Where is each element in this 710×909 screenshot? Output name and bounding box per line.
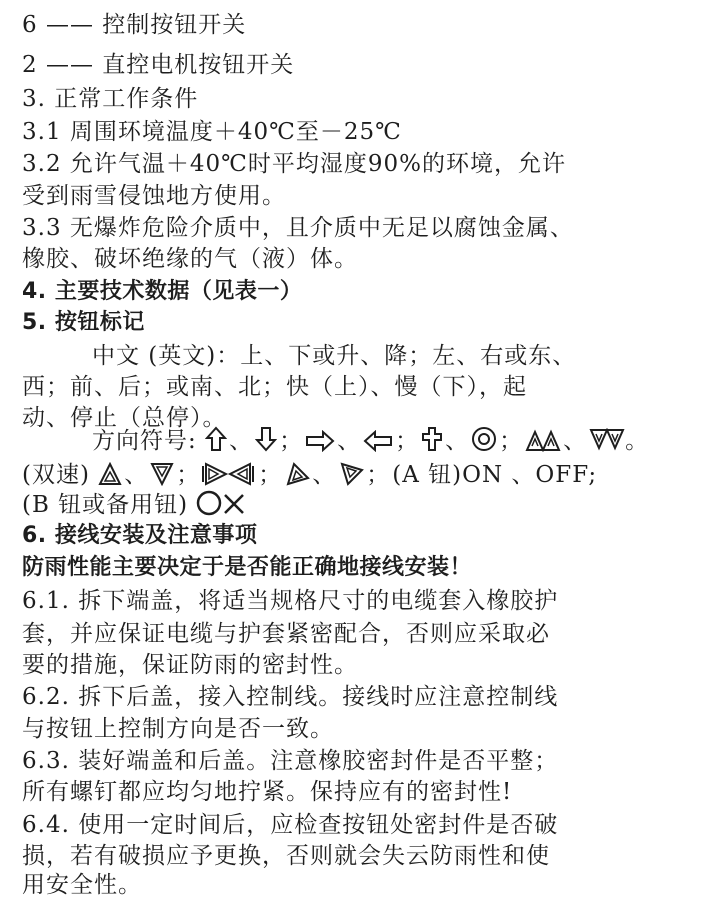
- separator: ；: [176, 462, 201, 488]
- triangle-right-icon: [202, 462, 228, 486]
- text-line: 用安全性。: [22, 872, 142, 898]
- text-line: 与按钮上控制方向是否一致。: [22, 716, 334, 742]
- separator: ；: [258, 462, 283, 488]
- separator: 、: [229, 428, 254, 454]
- cross-icon: [421, 426, 443, 452]
- text-line: 中文 (英文)：上、下或升、降；左、右或东、: [92, 343, 577, 369]
- text-line: 橡胶、破坏绝缘的气（液）体。: [22, 246, 358, 272]
- text-line: 3.3 无爆炸危险介质中，且介质中无足以腐蚀金属、: [22, 215, 574, 241]
- b-button-label: (B 钮或备用钮): [22, 492, 189, 518]
- arrow-down-icon: [255, 426, 277, 452]
- dual-speed-label: (双速): [22, 462, 90, 488]
- separator: 、: [312, 462, 337, 488]
- triangle-up-icon: [98, 462, 122, 486]
- heading-4: 4. 主要技术数据（见表一）: [22, 279, 303, 304]
- separator: ；: [499, 428, 524, 454]
- circle-icon: [196, 490, 222, 516]
- period: 。: [625, 428, 650, 454]
- separator: ；: [366, 462, 391, 488]
- heading-3: 3. 正常工作条件: [22, 86, 199, 112]
- direction-symbols-line: [92, 426, 649, 456]
- warning-text: 防雨性能主要决定于是否能正确地接线安装！: [22, 555, 473, 580]
- x-mark-icon: [222, 492, 246, 516]
- arrow-right-icon: [305, 430, 335, 452]
- b-button-line: [22, 490, 246, 520]
- triangle-down-icon: [150, 462, 174, 486]
- heading-5: 5. 按钮标记: [22, 310, 145, 335]
- section-6-title: 6. 接线安装及注意事项: [22, 523, 258, 548]
- separator: ；: [279, 428, 304, 454]
- triangle-left-icon: [228, 462, 256, 486]
- double-peak-down-icon: [589, 428, 625, 452]
- separator: 、: [445, 428, 470, 454]
- text-line: 6.1. 拆下端盖，将适当规格尺寸的电缆套入橡胶护: [22, 588, 559, 614]
- separator: 、: [124, 462, 149, 488]
- arrow-left-icon: [363, 430, 393, 452]
- text-line: 套，并应保证电缆与护套紧密配合，否则应采取必: [22, 621, 550, 647]
- triangle-up-right-icon: [284, 462, 310, 486]
- double-peak-up-icon: [525, 428, 561, 452]
- text-line: 要的措施，保证防雨的密封性。: [22, 652, 358, 678]
- text-line: 动、停止（总停）。: [22, 405, 227, 431]
- text-line: 3.2 允许气温＋40℃时平均湿度90%的环境，允许: [22, 151, 567, 177]
- direction-label: 方向符号:: [92, 428, 197, 454]
- text-line: 6.4. 使用一定时间后，应检查按钮处密封件是否破: [22, 812, 559, 838]
- text-line: 西；前、后；或南、北；快（上）、慢（下），起: [22, 374, 527, 400]
- arrow-up-icon: [205, 426, 227, 452]
- dual-speed-line: [22, 460, 597, 490]
- separator: ；: [395, 428, 420, 454]
- text-line: 3.1 周围环境温度＋40℃至－25℃: [22, 119, 402, 145]
- text-line: 所有螺钉都应均匀地拧紧。保持应有的密封性!: [22, 779, 513, 805]
- text-line: 6.3. 装好端盖和后盖。注意橡胶密封件是否平整；: [22, 748, 559, 774]
- text-line: 2 —— 直控电机按钮开关: [22, 52, 295, 78]
- target-circle-icon: [471, 426, 497, 452]
- triangle-down-right-icon: [338, 462, 364, 486]
- text-line: 6 —— 控制按钮开关: [22, 12, 247, 38]
- separator: 、: [563, 428, 588, 454]
- text-line: 6.2. 拆下后盖，接入控制线。接线时应注意控制线: [22, 684, 559, 710]
- separator: 、: [337, 428, 362, 454]
- text-line: 损，若有破损应予更换，否则就会失云防雨性和使: [22, 843, 550, 869]
- button-a-text: (A 钮)ON 、OFF;: [392, 462, 598, 488]
- text-line: 受到雨雪侵蚀地方使用。: [22, 183, 286, 209]
